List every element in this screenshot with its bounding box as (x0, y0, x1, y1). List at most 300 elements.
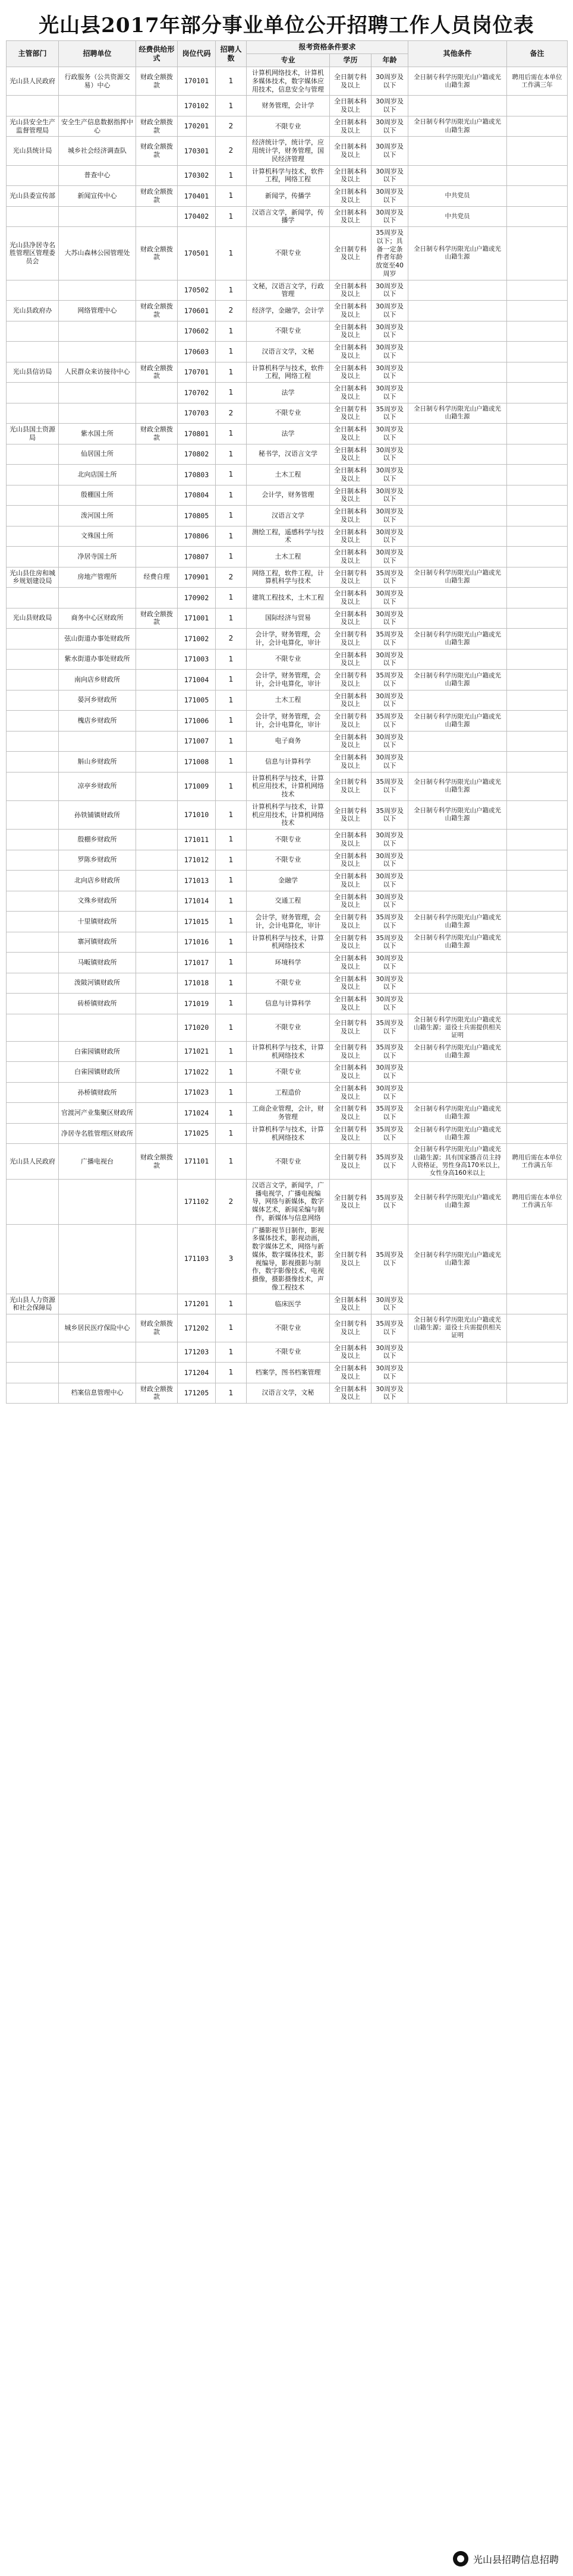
cell-other-conditions: 全日制专科学历限光山户籍或光山籍生源 (408, 1123, 507, 1144)
cell-unit: 泼陂河镇财政所 (59, 973, 136, 994)
cell-unit (59, 1224, 136, 1294)
cell-other-conditions (408, 383, 507, 403)
cell-dept (7, 485, 59, 506)
cell-major: 计算机科学与技术，计算机应用技术，计算机网络技术 (247, 800, 330, 829)
cell-major: 建筑工程技术，土木工程 (247, 588, 330, 608)
cell-remarks (507, 362, 568, 383)
cell-funding: 经费自理 (136, 567, 178, 588)
cell-funding (136, 383, 178, 403)
cell-headcount: 1 (216, 1363, 247, 1383)
table-row (7, 1363, 568, 1383)
cell-other-conditions: 全日制专科学历限光山户籍或光山籍生源 (408, 116, 507, 137)
cell-remarks (507, 403, 568, 424)
cell-age: 30周岁及以下 (371, 588, 408, 608)
cell-unit: 十里镇财政所 (59, 912, 136, 932)
cell-headcount: 1 (216, 465, 247, 485)
cell-funding (136, 280, 178, 301)
cell-post-code: 171205 (178, 1383, 216, 1404)
cell-unit: 仙居国土所 (59, 444, 136, 465)
table-row (7, 830, 568, 850)
cell-education: 全日制本科及以上 (330, 731, 371, 752)
cell-major: 测绘工程，遥感科学与技术 (247, 526, 330, 547)
table-row (7, 912, 568, 932)
cell-major: 不限专业 (247, 1144, 330, 1180)
cell-funding: 财政全额拨款 (136, 424, 178, 444)
cell-dept (7, 1342, 59, 1363)
table-row (7, 1224, 568, 1294)
cell-major: 计算机科学与技术，计算机网络技术 (247, 1123, 330, 1144)
cell-education: 全日制专科及以上 (330, 800, 371, 829)
cell-age: 30周岁及以下 (371, 1342, 408, 1363)
cell-remarks (507, 186, 568, 207)
cell-post-code: 171003 (178, 649, 216, 670)
cell-headcount: 1 (216, 1144, 247, 1180)
cell-post-code: 171022 (178, 1062, 216, 1083)
cell-post-code: 171023 (178, 1082, 216, 1103)
cell-remarks (507, 871, 568, 891)
cell-post-code: 171002 (178, 629, 216, 649)
cell-headcount: 1 (216, 227, 247, 280)
cell-other-conditions (408, 1294, 507, 1314)
cell-post-code: 171203 (178, 1342, 216, 1363)
cell-education: 全日制本科及以上 (330, 465, 371, 485)
table-row (7, 280, 568, 301)
cell-other-conditions (408, 526, 507, 547)
cell-post-code: 171103 (178, 1224, 216, 1294)
cell-unit (59, 280, 136, 301)
cell-major: 工商企业管理，会计，财务管理 (247, 1103, 330, 1124)
cell-age: 30周岁及以下 (371, 206, 408, 227)
cell-funding: 财政全额拨款 (136, 227, 178, 280)
cell-education: 全日制本科及以上 (330, 973, 371, 994)
cell-major: 会计学，财务管理，会计，会计电算化，审计 (247, 629, 330, 649)
cell-unit (59, 206, 136, 227)
cell-headcount: 1 (216, 1123, 247, 1144)
cell-post-code: 170401 (178, 186, 216, 207)
cell-headcount: 1 (216, 321, 247, 342)
cell-other-conditions (408, 1082, 507, 1103)
table-row (7, 800, 568, 829)
cell-funding: 财政全额拨款 (136, 1144, 178, 1180)
cell-remarks (507, 96, 568, 116)
cell-major: 不限专业 (247, 649, 330, 670)
cell-major: 不限专业 (247, 116, 330, 137)
cell-unit (59, 383, 136, 403)
cell-post-code: 171025 (178, 1123, 216, 1144)
cell-funding (136, 1082, 178, 1103)
cell-remarks (507, 342, 568, 362)
cell-post-code: 170703 (178, 403, 216, 424)
cell-headcount: 1 (216, 871, 247, 891)
cell-education: 全日制本科及以上 (330, 830, 371, 850)
cell-funding (136, 96, 178, 116)
cell-remarks: 聘用后需在本单位工作满三年 (507, 67, 568, 96)
cell-other-conditions: 全日制专科学历限光山户籍或光山籍生源 (408, 1224, 507, 1294)
cell-major: 计算机科学与技术，软件工程，网络工程 (247, 165, 330, 186)
cell-funding (136, 526, 178, 547)
cell-unit: 孙铁铺镇财政所 (59, 800, 136, 829)
cell-unit: 官渡河产业集聚区财政所 (59, 1103, 136, 1124)
cell-major: 交通工程 (247, 891, 330, 912)
cell-funding (136, 973, 178, 994)
cell-major: 网络工程，软件工程，计算机科学与技术 (247, 567, 330, 588)
header-major: 专业 (247, 54, 330, 67)
cell-age: 30周岁及以下 (371, 186, 408, 207)
cell-post-code: 171006 (178, 711, 216, 732)
cell-age: 30周岁及以下 (371, 871, 408, 891)
cell-other-conditions: 中共党员 (408, 206, 507, 227)
cell-education: 全日制本科及以上 (330, 424, 371, 444)
cell-headcount: 1 (216, 547, 247, 567)
cell-unit: 泼河国土所 (59, 506, 136, 526)
cell-other-conditions (408, 301, 507, 321)
cell-dept (7, 526, 59, 547)
cell-post-code: 170805 (178, 506, 216, 526)
cell-major: 财务管理，会计学 (247, 96, 330, 116)
cell-age: 35周岁及以下 (371, 1179, 408, 1224)
table-row (7, 526, 568, 547)
cell-other-conditions: 全日制专科学历限光山户籍或光山籍生源 (408, 1179, 507, 1224)
cell-education: 全日制本科及以上 (330, 485, 371, 506)
cell-remarks (507, 1342, 568, 1363)
cell-other-conditions (408, 608, 507, 629)
cell-funding: 财政全额拨款 (136, 301, 178, 321)
cell-headcount: 1 (216, 1014, 247, 1041)
cell-post-code: 170901 (178, 567, 216, 588)
cell-dept: 光山县政府办 (7, 301, 59, 321)
cell-age: 35周岁及以下；具备一定条件者年龄放宽至40周岁 (371, 227, 408, 280)
cell-major: 不限专业 (247, 830, 330, 850)
cell-unit (59, 731, 136, 752)
cell-post-code: 170702 (178, 383, 216, 403)
cell-dept (7, 994, 59, 1014)
header-other-conditions: 其他条件 (408, 41, 507, 67)
cell-age: 30周岁及以下 (371, 731, 408, 752)
cell-headcount: 1 (216, 649, 247, 670)
cell-post-code: 170402 (178, 206, 216, 227)
cell-remarks (507, 800, 568, 829)
cell-unit: 白雀园镇财政所 (59, 1062, 136, 1083)
watermark (448, 2549, 563, 2569)
cell-funding (136, 403, 178, 424)
cell-post-code: 170802 (178, 444, 216, 465)
cell-age: 30周岁及以下 (371, 891, 408, 912)
cell-headcount: 1 (216, 994, 247, 1014)
cell-other-conditions: 全日制专科学历限光山户籍或光山籍生源 (408, 1103, 507, 1124)
cell-dept (7, 850, 59, 871)
cell-major: 秘书学，汉语言文学 (247, 444, 330, 465)
cell-age: 30周岁及以下 (371, 506, 408, 526)
wechat-logo-icon (453, 2551, 468, 2566)
table-row (7, 1082, 568, 1103)
cell-post-code: 171004 (178, 670, 216, 690)
cell-funding: 财政全额拨款 (136, 67, 178, 96)
cell-major: 不限专业 (247, 227, 330, 280)
cell-remarks (507, 321, 568, 342)
cell-remarks (507, 1062, 568, 1083)
cell-dept (7, 711, 59, 732)
cell-dept: 光山县信访局 (7, 362, 59, 383)
cell-other-conditions (408, 444, 507, 465)
cell-headcount: 1 (216, 1041, 247, 1062)
cell-dept (7, 165, 59, 186)
cell-post-code: 171014 (178, 891, 216, 912)
table-row (7, 485, 568, 506)
table-row (7, 506, 568, 526)
cell-remarks (507, 1041, 568, 1062)
cell-headcount: 1 (216, 973, 247, 994)
cell-other-conditions (408, 1363, 507, 1383)
cell-post-code: 170701 (178, 362, 216, 383)
cell-remarks (507, 424, 568, 444)
cell-dept (7, 1179, 59, 1224)
cell-other-conditions: 全日制专科学历限光山户籍或光山籍生源 (408, 227, 507, 280)
cell-headcount: 2 (216, 1179, 247, 1224)
cell-major: 信息与计算科学 (247, 752, 330, 773)
cell-major: 不限专业 (247, 321, 330, 342)
cell-headcount: 1 (216, 608, 247, 629)
cell-major: 土木工程 (247, 465, 330, 485)
cell-age: 35周岁及以下 (371, 670, 408, 690)
cell-age: 30周岁及以下 (371, 994, 408, 1014)
cell-education: 全日制本科及以上 (330, 588, 371, 608)
cell-education: 全日制本科及以上 (330, 116, 371, 137)
cell-headcount: 1 (216, 444, 247, 465)
table-row (7, 752, 568, 773)
cell-headcount: 2 (216, 301, 247, 321)
cell-education: 全日制本科及以上 (330, 383, 371, 403)
cell-dept: 光山县人民政府 (7, 67, 59, 96)
cell-unit (59, 1363, 136, 1383)
cell-dept (7, 465, 59, 485)
cell-post-code: 171021 (178, 1041, 216, 1062)
cell-unit (59, 342, 136, 362)
cell-other-conditions (408, 506, 507, 526)
table-row (7, 137, 568, 165)
table-row (7, 670, 568, 690)
cell-headcount: 1 (216, 711, 247, 732)
cell-funding (136, 649, 178, 670)
cell-post-code: 171024 (178, 1103, 216, 1124)
cell-education: 全日制专科及以上 (330, 1014, 371, 1041)
cell-other-conditions: 全日制专科学历限光山户籍或光山籍生源；退役士兵需提供相关证明 (408, 1314, 507, 1342)
cell-education: 全日制本科及以上 (330, 752, 371, 773)
cell-age: 35周岁及以下 (371, 1314, 408, 1342)
cell-other-conditions (408, 280, 507, 301)
cell-major: 信息与计算科学 (247, 994, 330, 1014)
cell-remarks (507, 649, 568, 670)
cell-education: 全日制专科及以上 (330, 403, 371, 424)
table-row (7, 321, 568, 342)
cell-major: 法学 (247, 424, 330, 444)
header-requirements-group: 报考资格条件要求 (247, 41, 408, 54)
cell-post-code: 171013 (178, 871, 216, 891)
cell-age: 30周岁及以下 (371, 752, 408, 773)
cell-age: 30周岁及以下 (371, 830, 408, 850)
table-row (7, 1383, 568, 1404)
cell-funding (136, 629, 178, 649)
cell-age: 30周岁及以下 (371, 465, 408, 485)
cell-education: 全日制本科及以上 (330, 137, 371, 165)
cell-unit: 凉亭乡财政所 (59, 772, 136, 800)
cell-major: 计算机科学与技术，计算机应用技术，计算机网络技术 (247, 772, 330, 800)
cell-age: 35周岁及以下 (371, 772, 408, 800)
cell-remarks (507, 506, 568, 526)
cell-headcount: 1 (216, 424, 247, 444)
cell-post-code: 170101 (178, 67, 216, 96)
cell-dept: 光山县统计局 (7, 137, 59, 165)
cell-headcount: 1 (216, 690, 247, 711)
cell-major: 法学 (247, 383, 330, 403)
cell-other-conditions (408, 485, 507, 506)
header-dept: 主管部门 (7, 41, 59, 67)
cell-unit: 北向店国土所 (59, 465, 136, 485)
cell-age: 35周岁及以下 (371, 1103, 408, 1124)
cell-education: 全日制本科及以上 (330, 186, 371, 207)
cell-remarks (507, 567, 568, 588)
cell-age: 35周岁及以下 (371, 1014, 408, 1041)
table-row (7, 994, 568, 1014)
cell-funding: 财政全额拨款 (136, 1383, 178, 1404)
cell-remarks (507, 670, 568, 690)
cell-dept: 光山县住房和城乡规划建设局 (7, 567, 59, 588)
cell-unit (59, 1342, 136, 1363)
cell-funding: 财政全额拨款 (136, 116, 178, 137)
cell-post-code: 171008 (178, 752, 216, 773)
recruitment-table (6, 40, 568, 1404)
cell-dept (7, 342, 59, 362)
cell-dept (7, 731, 59, 752)
cell-remarks (507, 1383, 568, 1404)
cell-unit: 寨河镇财政所 (59, 932, 136, 953)
cell-unit: 净居寺名胜管理区财政所 (59, 1123, 136, 1144)
cell-post-code: 171001 (178, 608, 216, 629)
header-remarks: 备注 (507, 41, 568, 67)
cell-headcount: 1 (216, 752, 247, 773)
cell-headcount: 1 (216, 362, 247, 383)
cell-funding (136, 485, 178, 506)
cell-age: 35周岁及以下 (371, 1144, 408, 1180)
cell-other-conditions (408, 96, 507, 116)
cell-age: 30周岁及以下 (371, 973, 408, 994)
table-row (7, 424, 568, 444)
cell-age: 35周岁及以下 (371, 567, 408, 588)
cell-funding: 财政全额拨款 (136, 186, 178, 207)
cell-post-code: 170602 (178, 321, 216, 342)
table-row (7, 608, 568, 629)
cell-funding (136, 1014, 178, 1041)
cell-age: 30周岁及以下 (371, 485, 408, 506)
table-row (7, 953, 568, 973)
cell-unit: 紫水街道办事处财政所 (59, 649, 136, 670)
cell-remarks (507, 608, 568, 629)
cell-post-code: 170603 (178, 342, 216, 362)
cell-education: 全日制专科及以上 (330, 567, 371, 588)
cell-dept: 光山县人力资源和社会保障局 (7, 1294, 59, 1314)
cell-headcount: 1 (216, 342, 247, 362)
cell-dept (7, 96, 59, 116)
table-row (7, 649, 568, 670)
cell-major: 不限专业 (247, 1062, 330, 1083)
cell-education: 全日制本科及以上 (330, 444, 371, 465)
cell-unit: 南向店乡财政所 (59, 670, 136, 690)
cell-dept (7, 1103, 59, 1124)
table-row (7, 1062, 568, 1083)
cell-dept (7, 953, 59, 973)
cell-funding: 财政全额拨款 (136, 362, 178, 383)
cell-funding (136, 444, 178, 465)
cell-other-conditions: 全日制专科学历限光山户籍或光山籍生源 (408, 932, 507, 953)
cell-education: 全日制专科及以上 (330, 772, 371, 800)
cell-unit (59, 1014, 136, 1041)
cell-funding (136, 206, 178, 227)
cell-other-conditions: 全日制专科学历限光山户籍或光山籍生源 (408, 912, 507, 932)
cell-remarks (507, 1363, 568, 1383)
cell-post-code: 170804 (178, 485, 216, 506)
table-row (7, 186, 568, 207)
cell-dept (7, 280, 59, 301)
cell-dept (7, 772, 59, 800)
cell-education: 全日制本科及以上 (330, 1062, 371, 1083)
cell-education: 全日制本科及以上 (330, 165, 371, 186)
cell-major: 汉语言文学，文秘 (247, 1383, 330, 1404)
cell-headcount: 1 (216, 206, 247, 227)
cell-unit: 大苏山森林公园管理处 (59, 227, 136, 280)
cell-funding (136, 1342, 178, 1363)
cell-unit: 行政服务（公共资源交易）中心 (59, 67, 136, 96)
cell-funding (136, 588, 178, 608)
cell-remarks (507, 1123, 568, 1144)
cell-remarks (507, 547, 568, 567)
cell-headcount: 1 (216, 670, 247, 690)
cell-other-conditions (408, 690, 507, 711)
cell-major: 土木工程 (247, 547, 330, 567)
cell-education: 全日制专科及以上 (330, 1123, 371, 1144)
cell-funding (136, 165, 178, 186)
cell-major: 汉语言文学，新闻学，广播电视学，广播电视编导，网络与新媒体，数字媒体艺术，新闻采编与制作，新媒体与信息网络 (247, 1179, 330, 1224)
cell-post-code: 170803 (178, 465, 216, 485)
table-row (7, 1144, 568, 1180)
cell-dept (7, 1041, 59, 1062)
cell-major: 临床医学 (247, 1294, 330, 1314)
cell-headcount: 1 (216, 772, 247, 800)
cell-remarks (507, 711, 568, 732)
cell-age: 30周岁及以下 (371, 1082, 408, 1103)
cell-age: 30周岁及以下 (371, 547, 408, 567)
cell-other-conditions (408, 1342, 507, 1363)
cell-age: 35周岁及以下 (371, 403, 408, 424)
cell-other-conditions: 全日制专科学历限光山户籍或光山籍生源 (408, 1041, 507, 1062)
cell-education: 全日制专科及以上 (330, 1144, 371, 1180)
cell-dept (7, 1014, 59, 1041)
cell-dept (7, 1314, 59, 1342)
cell-dept: 光山县安全生产监督管理局 (7, 116, 59, 137)
cell-headcount: 1 (216, 506, 247, 526)
cell-remarks (507, 994, 568, 1014)
cell-remarks (507, 629, 568, 649)
cell-headcount: 1 (216, 1062, 247, 1083)
cell-headcount: 1 (216, 953, 247, 973)
cell-post-code: 171102 (178, 1179, 216, 1224)
cell-dept (7, 403, 59, 424)
cell-age: 30周岁及以下 (371, 690, 408, 711)
cell-major: 汉语言文学 (247, 506, 330, 526)
cell-major: 会计学，财务管理，会计，会计电算化，审计 (247, 711, 330, 732)
cell-education: 全日制本科及以上 (330, 1294, 371, 1314)
cell-age: 30周岁及以下 (371, 362, 408, 383)
cell-remarks (507, 1224, 568, 1294)
cell-remarks (507, 465, 568, 485)
